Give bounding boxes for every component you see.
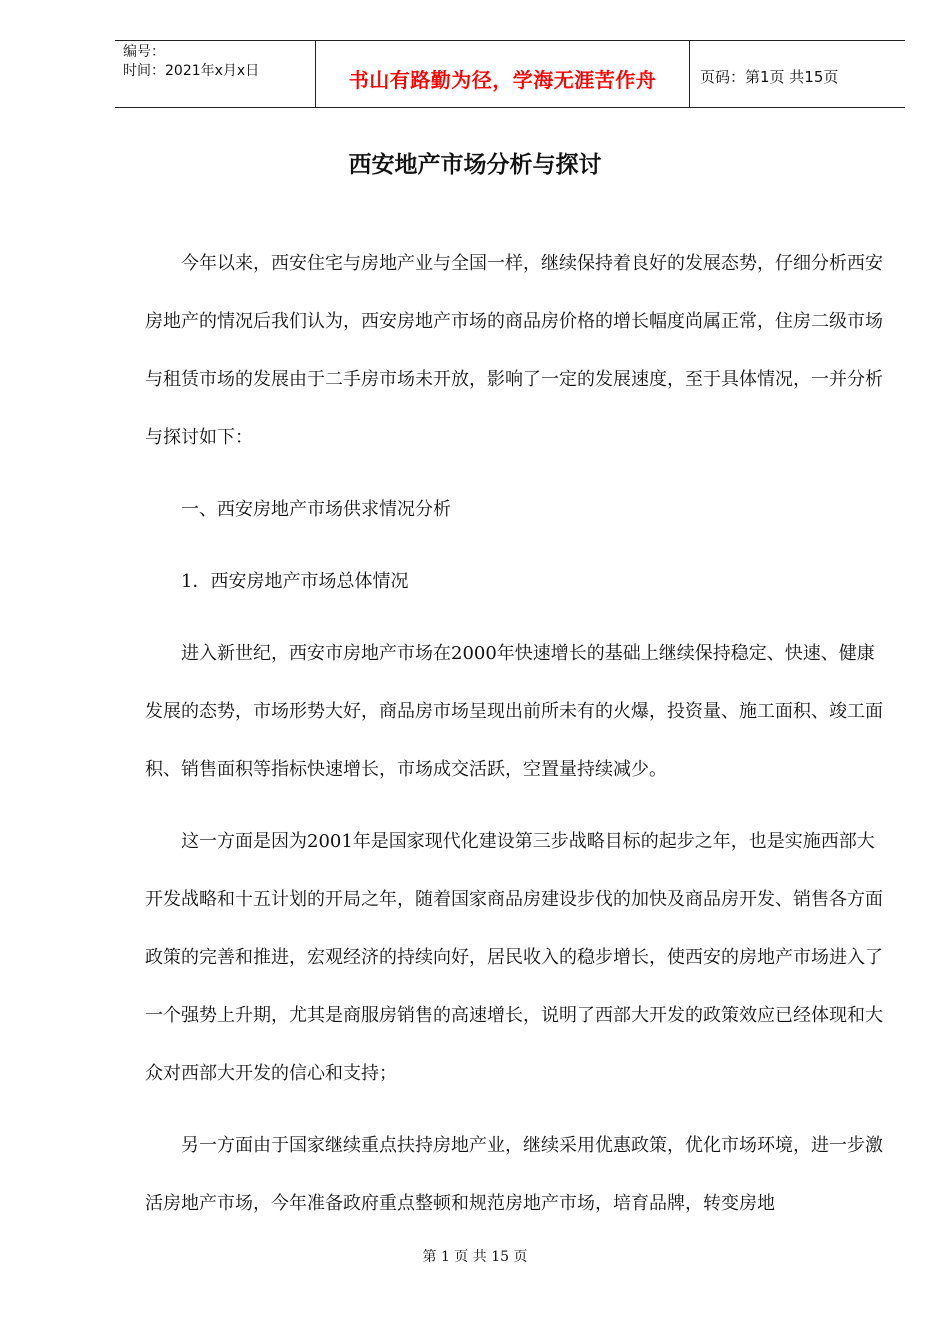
header-meta-cell bbox=[115, 41, 316, 107]
header-page-cell bbox=[690, 41, 905, 107]
time-label: 时间：2021年x月x日 bbox=[123, 63, 260, 79]
motto: 书山有路勤为径，学海无涯苦作舟 bbox=[348, 68, 657, 92]
document-header bbox=[115, 40, 905, 108]
paragraph-intro: 今年以来，西安住宅与房地产业与全国一样，继续保持着良好的发展态势，仔细分析西安房地产的情况后我们认为，西安房地产市场的商品房价格的增长幅度尚属正常，住房二级市场与租赁市场的发展由于二手房市场未开放，影响了一定的发展速度，至于具体情况，一并分析与探讨如下： bbox=[145, 253, 883, 448]
paragraph-reason-two: 另一方面由于国家继续重点扶持房地产业，继续采用优惠政策，优化市场环境，进一步激活房地产市场，今年准备政府重点整顿和规范房地产市场，培育品牌，转变房地 bbox=[145, 1135, 883, 1214]
subsection-heading: 1．西安房地产市场总体情况 bbox=[181, 571, 409, 592]
header-motto-cell bbox=[316, 41, 690, 107]
document-body bbox=[145, 235, 885, 1233]
page-info: 页码：第1页 共15页 bbox=[700, 68, 839, 86]
paragraph-reason-one: 这一方面是因为2001年是国家现代化建设第三步战略目标的起步之年，也是实施西部大开发战略和十五计划的开局之年，随着国家商品房建设步伐的加快及商品房开发、销售各方面政策的完善和推进，宏观经济的持续向好，居民收入的稳步增长，使西安的房地产市场进入了一个强势上升期，尤其是商服房销售的高速增长，说明了西部大开发的政策效应已经体现和大众对西部大开发的信心和支持； bbox=[145, 831, 883, 1084]
paragraph-overview: 进入新世纪，西安市房地产市场在2000年快速增长的基础上继续保持稳定、快速、健康发展的态势，市场形势大好，商品房市场呈现出前所未有的火爆，投资量、施工面积、竣工面积、销售面积等指标快速增长，市场成交活跃，空置量持续减少。 bbox=[145, 643, 883, 780]
page-footer: 第 1 页 共 15 页 bbox=[422, 1249, 528, 1265]
section-heading: 一、西安房地产市场供求情况分析 bbox=[181, 499, 451, 520]
document-title: 西安地产市场分析与探讨 bbox=[348, 151, 602, 178]
code-label: 编号： bbox=[123, 44, 165, 60]
